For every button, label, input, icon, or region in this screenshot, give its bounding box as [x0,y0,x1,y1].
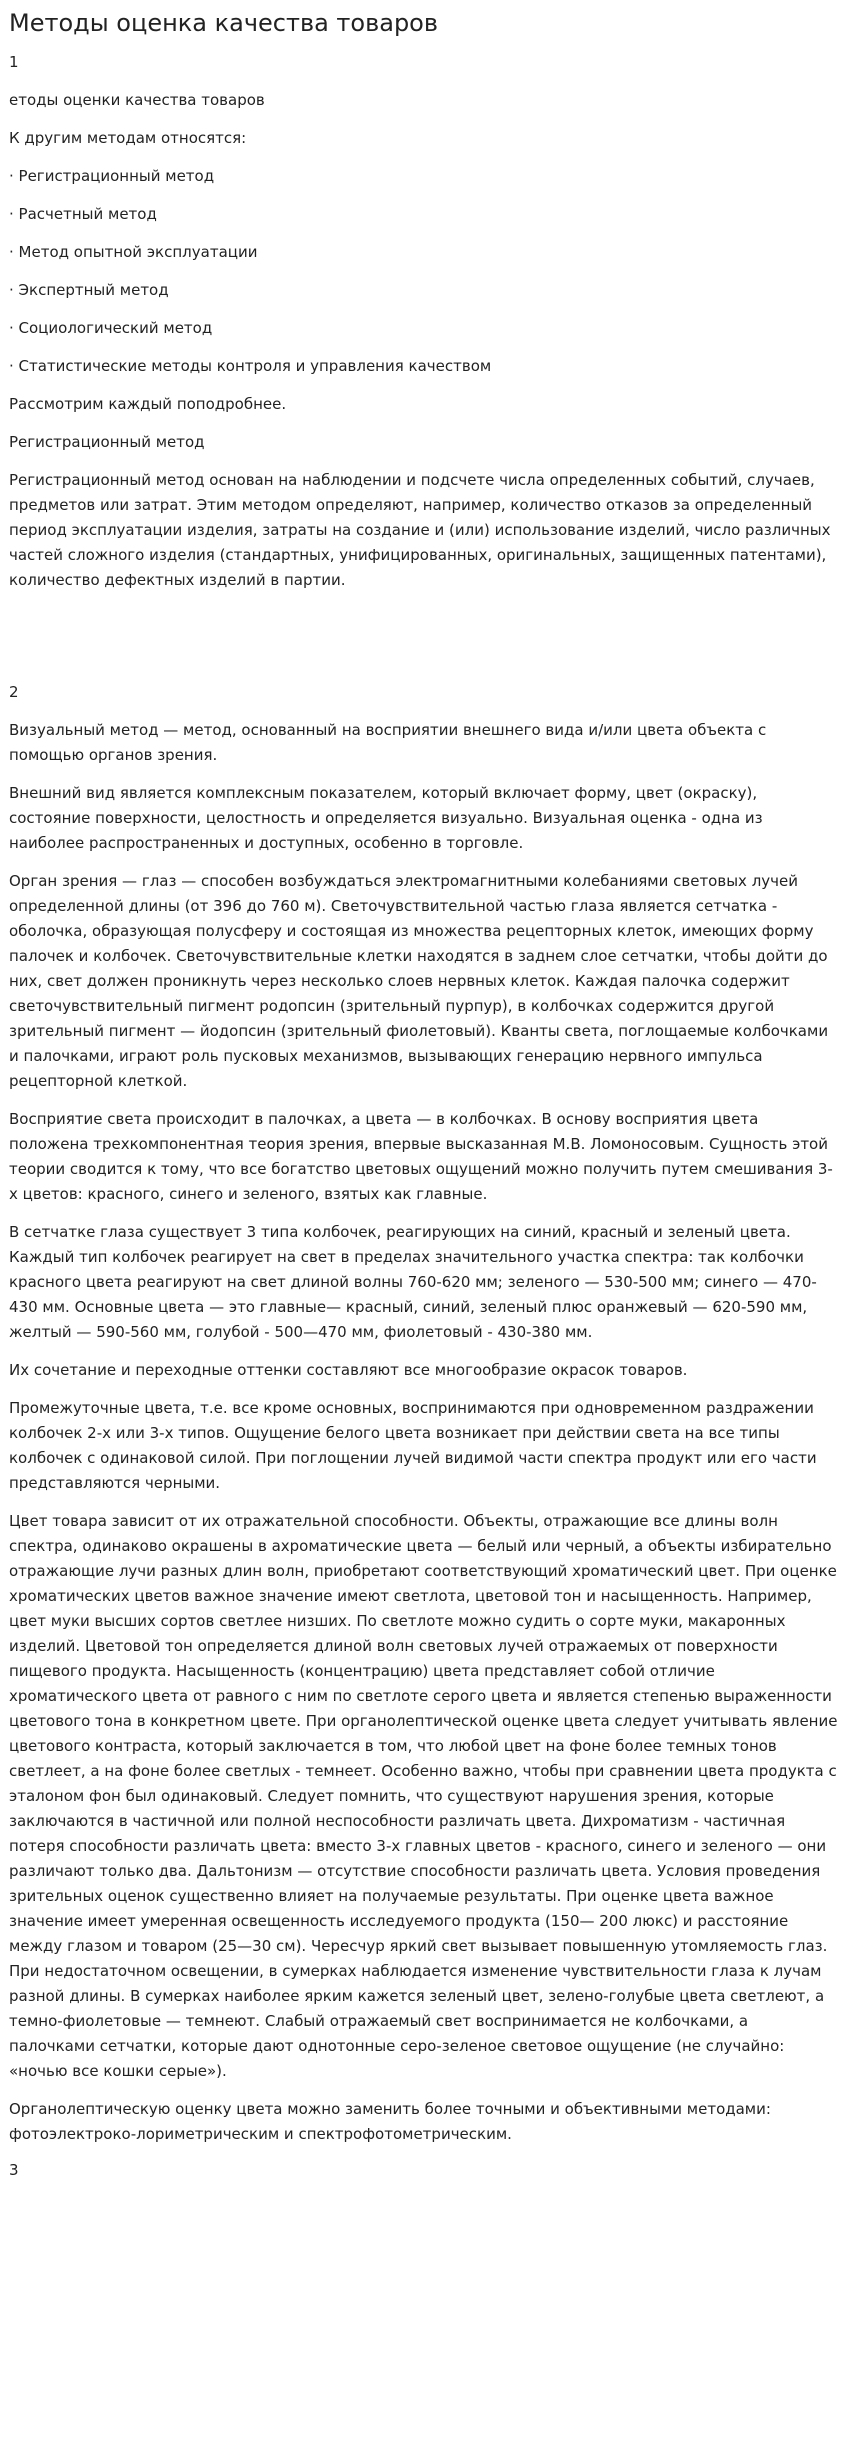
list-item: · Регистрационный метод [9,167,215,185]
paragraph: Восприятие света происходит в палочках, а цвета — в колбочках. В основу восприятия цвета положена трехкомпонентная теория зрения, впервые высказанная М.В. Ломоносовым. Сущность этой теории сводится к тому, что все богатство цветовых ощущений можно получить путем смешивания 3-х цветов: красного, синего и зеленого, взятых как главные. [9,1110,833,1203]
paragraph: Орган зрения — глаз — способен возбуждаться электромагнитными колебаниями световых лучей определенной длины (от 396 до 760 м). Светочувствительной частью глаза является сетчатка - оболочка, образующая полусферу и состоящая из множества рецепторных клеток, имеющих форму палочек и колбочек. Светочувствительные клетки находятся в заднем слое сетчатки, чтобы дойти до них, свет должен проникнуть через несколько слоев нервных клеток. Каждая палочка содержит светочувствительный пигмент родопсин (зрительный пурпур), в колбочках содержится другой зрительный пигмент — йодопсин (зрительный фиолетовый). Кванты света, поглощаемые колбочками и палочками, играют роль пусковых механизмов, вызывающих генерацию нервного импульса рецепторной клеткой. [9,872,829,1090]
paragraph: Промежуточные цвета, т.е. все кроме основных, воспринимаются при одновременном раздражении колбочек 2-х или 3-х типов. Ощущение белого цвета возникает при действии света на все типы колбочек с одинаковой силой. При поглощении лучей видимой части спектра продукт или его части представляются черными. [9,1399,817,1492]
page-number-2: 2 [9,683,19,701]
paragraph: В сетчатке глаза существует 3 типа колбочек, реагирующих на синий, красный и зеленый цвета. Каждый тип колбочек реагирует на свет в пределах значительного участка спектра: так колбочки красного цвета реагируют на свет длиной волны 760-620 мм; зеленого — 530-500 мм; синего — 470-430 мм. Основные цвета — это главные— красный, синий, зеленый плюс оранжевый — 620-590 мм, желтый — 590-560 мм, голубой - 500—470 мм, фиолетовый - 430-380 мм. [9,1223,817,1341]
paragraph: Внешний вид является комплексным показателем, который включает форму, цвет (окраску), состояние поверхности, целостность и определяется визуально. Визуальная оценка - одна из наиболее распространенных и доступных, особенно в торговле. [9,784,763,852]
page-number-3: 3 [9,2161,19,2179]
paragraph: Рассмотрим каждый поподробнее. [9,395,287,413]
paragraph: Регистрационный метод основан на наблюдении и подсчете числа определенных событий, случаев, предметов или затрат. Этим методом определяют, например, количество отказов за определенный период эксплуатации изделия, затраты на создание и (или) использование изделий, число различных частей сложного изделия (стандартных, унифицированных, оригинальных, защищенных патентами), количество дефектных изделий в партии. [9,471,831,589]
paragraph: етоды оценки качества товаров [9,91,265,109]
paragraph: Визуальный метод — метод, основанный на восприятии внешнего вида и/или цвета объекта с помощью органов зрения. [9,721,767,764]
page-title: Методы оценка качества товаров [9,9,438,37]
paragraph: Органолептическую оценку цвета можно заменить более точными и объективными методами: фотоэлектроко-лориметрическим и спектрофотометрическим. [9,2100,771,2143]
paragraph: Их сочетание и переходные оттенки составляют все многообразие окрасок товаров. [9,1361,688,1379]
section-2 [9,718,838,2147]
page-gap [9,606,838,682]
list-item: · Экспертный метод [9,281,169,299]
paragraph: К другим методам относятся: [9,129,247,147]
list-item: · Социологический метод [9,319,213,337]
page-number-1: 1 [9,53,19,71]
list-item: · Расчетный метод [9,205,157,223]
list-item: · Метод опытной эксплуатации [9,243,258,261]
section-heading: Регистрационный метод [9,433,205,451]
section-1 [9,88,838,593]
paragraph: Цвет товара зависит от их отражательной способности. Объекты, отражающие все длины волн спектра, одинаково окрашены в ахроматические цвета — белый или черный, а объекты избирательно отражающие лучи разных длин волн, приобретают соответствующий хроматический цвет. При оценке хроматических цветов важное значение имеют светлота, цветовой тон и насыщенность. Например, цвет муки высших сортов светлее низших. По светлоте можно судить о сорте муки, макаронных изделий. Цветовой тон определяется длиной волн световых лучей отражаемых от поверхности пищевого продукта. Насыщенность (концентрацию) цвета представляет собой отличие хроматического цвета от равного с ним по светлоте серого цвета и является степенью выраженности цветового тона в конкретном цвете. При органолептической оценке цвета следует учитывать явление цветового контраста, который заключается в том, что любой цвет на фоне более темных тонов светлеет, а на фоне более светлых - темнеет. Особенно важно, чтобы при сравнении цвета продукта с эталоном фон был одинаковый. Следует помнить, что существуют нарушения зрения, которые заключаются в частичной или полной неспособности различать цвета. Дихроматизм - частичная потеря способности различать цвета: вместо 3-х главных цветов - красного, синего и зеленого — они различают только два. Дальтонизм — отсутствие способности различать цвета. Условия проведения зрительных оценок существенно влияет на получаемые результаты. При оценке цвета важное значение имеет умеренная освещенность исследуемого продукта (150— 200 люкс) и расстояние между глазом и товаром (25—30 см). Чересчур яркий свет вызывает повышенную утомляемость глаз. При недостаточном освещении, в сумерках наблюдается изменение чувствительности глаза к лучам разной длины. В сумерках наиболее ярким кажется зеленый цвет, зелено-голубые цвета светлеют, а темно-фиолетовые — темнеют. Слабый отражаемый свет воспринимается не колбочками, а палочками сетчатки, которые дают однотонные серо-зеленое световое ощущение (не случайно: «ночью все кошки серые»). [9,1512,838,2080]
list-item: · Статистические методы контроля и управления качеством [9,357,492,375]
